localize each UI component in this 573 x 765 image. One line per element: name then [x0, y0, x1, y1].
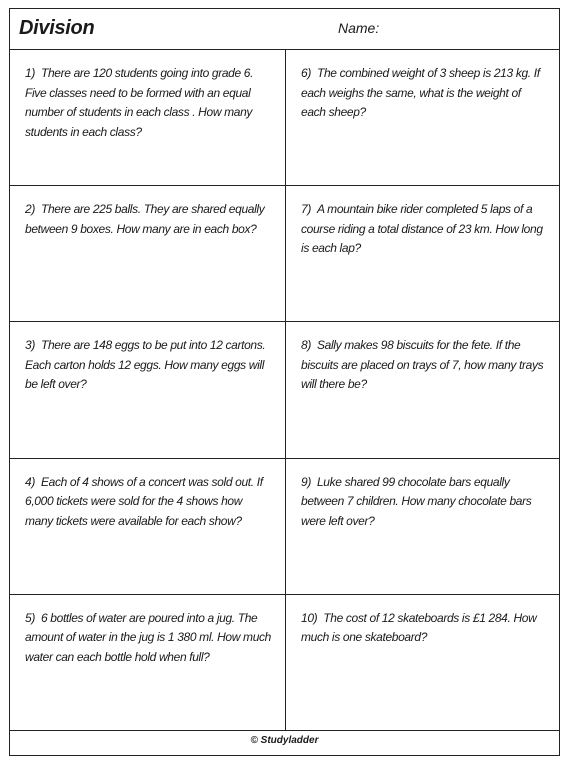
question-text: Sally makes 98 biscuits for the fete. If the biscuits are placed on trays of 7, how many trays will there be?: [301, 338, 544, 392]
question-number: 9): [301, 474, 311, 489]
question-number: 2): [25, 202, 35, 217]
question-cell-10: [286, 595, 559, 731]
question-number: 3): [25, 338, 35, 353]
copyright-text: © Studyladder: [250, 735, 319, 746]
question-grid: [10, 50, 559, 731]
question-cell-1: [10, 50, 286, 186]
question-text: The cost of 12 skateboards is £1 284. How much is one skateboard?: [301, 610, 537, 645]
question-text: Each of 4 shows of a concert was sold out. If 6,000 tickets were sold for the 4 shows how many tickets were available for each show?: [25, 474, 263, 528]
question-number: 1): [25, 66, 35, 80]
question-text: The combined weight of 3 sheep is 213 kg. If each weighs the same, what is the weight of each sheep?: [301, 66, 540, 119]
question-cell-7: [286, 186, 559, 322]
question-number: 6): [301, 66, 311, 80]
question-cell-5: [10, 595, 286, 731]
question-cell-4: [10, 459, 286, 595]
question-cell-3: [10, 322, 286, 458]
question-number: 5): [25, 610, 35, 625]
question-number: 10): [301, 610, 318, 625]
question-cell-2: [10, 186, 286, 322]
worksheet-footer: [10, 729, 559, 755]
question-text: There are 120 students going into grade 6. Five classes need to be formed with an equal number of students in each class . How many students in each class?: [25, 66, 254, 139]
name-label: Name:: [338, 20, 380, 36]
question-text: 6 bottles of water are poured into a jug. The amount of water in the jug is 1 380 ml. How much water can each bottle hold when full?: [25, 610, 271, 664]
question-text: There are 225 balls. They are shared equally between 9 boxes. How many are in each box?: [25, 202, 265, 236]
worksheet: [9, 8, 560, 756]
worksheet-header: [10, 9, 559, 50]
question-text: Luke shared 99 chocolate bars equally between 7 children. How many chocolate bars were left over?: [301, 474, 532, 528]
worksheet-title: Division: [19, 17, 95, 39]
question-text: There are 148 eggs to be put into 12 cartons. Each carton holds 12 eggs. How many eggs will be left over?: [25, 338, 266, 392]
question-text: A mountain bike rider completed 5 laps of a course riding a total distance of 23 km. How long is each lap?: [301, 202, 543, 256]
question-cell-9: [286, 459, 559, 595]
question-cell-8: [286, 322, 559, 458]
question-number: 4): [25, 474, 35, 489]
question-number: 8): [301, 338, 311, 353]
question-number: 7): [301, 202, 311, 217]
question-cell-6: [286, 50, 559, 186]
